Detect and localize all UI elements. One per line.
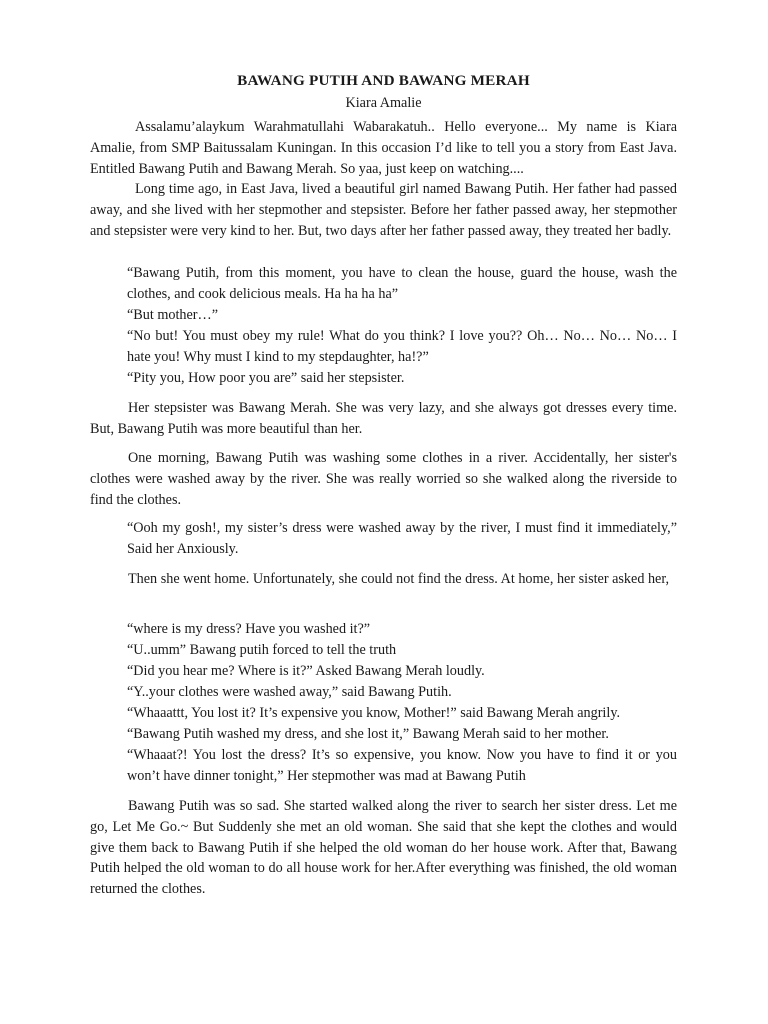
dialogue-line-2: “But mother…” bbox=[127, 307, 219, 323]
dialogue-line-1: “Bawang Putih, from this moment, you have to clean the house, guard the house, wash the clothes, and cook delicious meals. Ha ha ha ha” bbox=[127, 265, 677, 302]
intro-paragraph: Assalamu’alaykum Warahmatullahi Wabarakatuh.. Hello everyone... My name is Kiara Amalie, from SMP Baitussalam Kuningan. In this occasion I’d like to tell you a story from East Java. Entitled Bawang Putih and Bawang Merah. So yaa, just keep on watching.... bbox=[90, 119, 677, 177]
dialogue-line-8: “Did you hear me? Where is it?” Asked Bawang Merah loudly. bbox=[127, 663, 485, 679]
story-paragraph-1: Long time ago, in East Java, lived a beautiful girl named Bawang Putih. Her father had passed away, and she lived with her stepmother and stepsister. Before her father passed away, her stepmother and stepsister were very kind to her. But, two days after her father passed away, they treated her badly. bbox=[90, 181, 677, 239]
dialogue-line-10: “Whaaattt, You lost it? It’s expensive you know, Mother!” said Bawang Merah angrily. bbox=[127, 705, 621, 721]
story-paragraph-3: One morning, Bawang Putih was washing some clothes in a river. Accidentally, her sister's clothes were washed away by the river. She was really worried so she walked along the riverside to find the clothes. bbox=[90, 450, 677, 508]
dialogue-line-11: “Bawang Putih washed my dress, and she lost it,” Bawang Merah said to her mother. bbox=[127, 726, 609, 742]
dialogue-line-5: “Ooh my gosh!, my sister’s dress were washed away by the river, I must find it immediately,” Said her Anxiously. bbox=[127, 520, 677, 557]
dialogue-line-7: “U..umm” Bawang putih forced to tell the truth bbox=[127, 642, 397, 658]
dialogue-line-6: “where is my dress? Have you washed it?” bbox=[127, 621, 371, 637]
dialogue-line-9: “Y..your clothes were washed away,” said Bawang Putih. bbox=[127, 684, 452, 700]
dialogue-line-12: “Whaaat?! You lost the dress? It’s so expensive, you know. Now you have to find it or you won’t have dinner tonight,” Her stepmother was mad at Bawang Putih bbox=[127, 747, 677, 784]
author-name: Kiara Amalie bbox=[345, 95, 422, 111]
story-title: BAWANG PUTIH AND BAWANG MERAH bbox=[237, 72, 530, 89]
dialogue-line-4: “Pity you, How poor you are” said her stepsister. bbox=[127, 370, 405, 386]
dialogue-line-3: “No but! You must obey my rule! What do you think? I love you?? Oh… No… No… No… I hate you! Why must I kind to my stepdaughter, ha!?” bbox=[127, 328, 677, 365]
story-paragraph-5: Bawang Putih was so sad. She started walked along the river to search her sister dress. Let me go, Let Me Go.~ But Suddenly she met an old woman. She said that she kept the clothes and would give them back to Bawang Putih if she helped the old woman do her house work. After that, Bawang Putih helped the old woman to do all house work for her.After everything was finished, the old woman returned the clothes. bbox=[90, 798, 677, 898]
story-paragraph-2: Her stepsister was Bawang Merah. She was very lazy, and she always got dresses every time. But, Bawang Putih was more beautiful than her. bbox=[90, 400, 677, 437]
story-paragraph-4: Then she went home. Unfortunately, she could not find the dress. At home, her sister asked her, bbox=[128, 571, 670, 587]
